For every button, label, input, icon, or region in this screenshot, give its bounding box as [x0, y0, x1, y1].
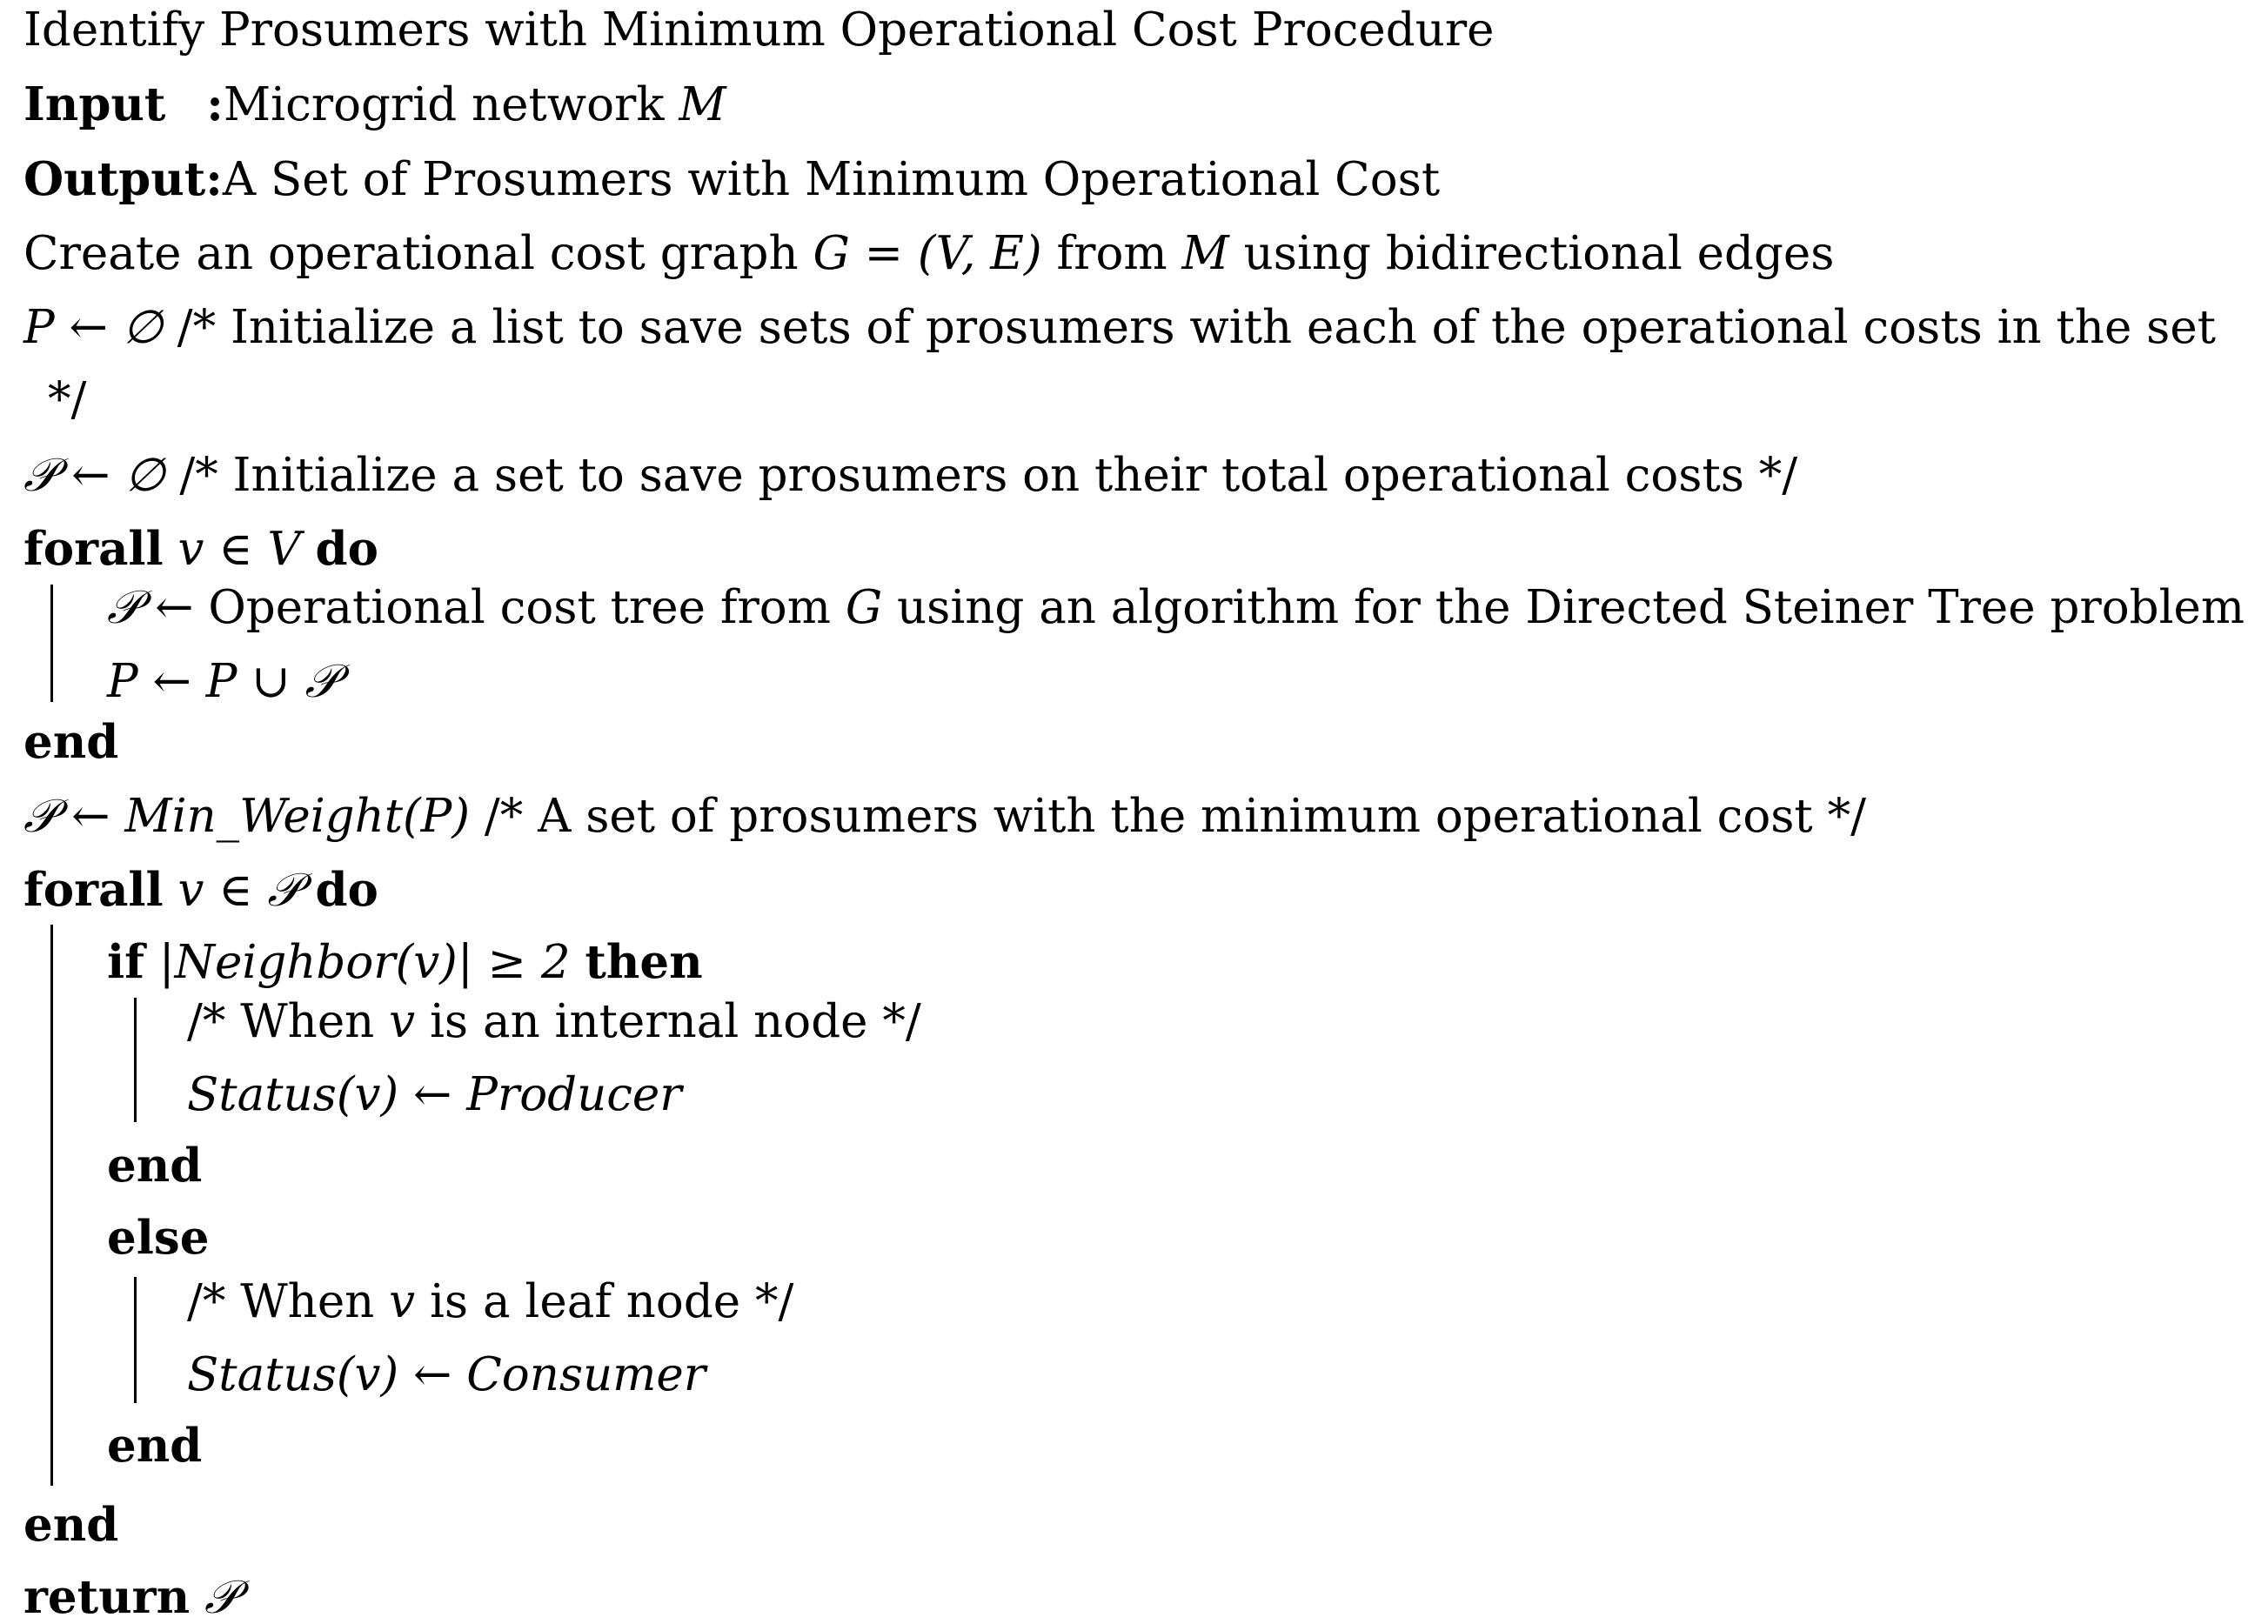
- create-post: using bidirectional edges: [1228, 227, 1835, 280]
- return-line: [23, 1570, 238, 1624]
- end-keyword: end: [23, 715, 119, 769]
- forall-1-line: [23, 522, 378, 576]
- end-keyword: end: [107, 1139, 203, 1193]
- do-keyword: do: [315, 863, 378, 917]
- end-else: [107, 1419, 203, 1473]
- if-comment-post: is an internal node */: [415, 995, 921, 1048]
- else-comment-pre: /* When: [187, 1275, 390, 1328]
- then-keyword: then: [585, 935, 703, 989]
- else-comment-line: [187, 1275, 794, 1328]
- end-forall-1: [23, 715, 119, 769]
- min-weight-comment: /* A set of prosumers with the minimum operational cost */: [470, 790, 1866, 843]
- loop-2-bar: [50, 925, 53, 1486]
- create-pre: Create an operational cost graph: [23, 227, 813, 280]
- if-comment-var: v: [389, 995, 416, 1048]
- script-p-symbol: 𝒫: [267, 864, 301, 917]
- input-line: [23, 77, 726, 131]
- loop-1-post: using an algorithm for the Directed Steiner Tree problem: [882, 581, 2245, 634]
- init-p-math: P ← ∅: [23, 301, 163, 354]
- loop-1-line-1: [107, 581, 2245, 634]
- forall-keyword: forall: [23, 522, 164, 576]
- output-colon: :: [205, 152, 223, 206]
- init-script-p-line: [23, 449, 1798, 502]
- if-comment-line: [187, 995, 921, 1048]
- loop-1-bar: [50, 585, 53, 702]
- init-sp-math: ← ∅: [57, 449, 165, 502]
- comment-close: */: [48, 373, 87, 426]
- init-p-line: [23, 301, 2217, 354]
- title-text: Identify Prosumers with Minimum Operational Cost Procedure: [23, 3, 1495, 57]
- min-weight-math: ← Min_Weight(P): [57, 790, 471, 843]
- script-p-symbol: 𝒫: [23, 449, 57, 502]
- script-p-symbol: 𝒫: [304, 655, 338, 708]
- forall-2-math: v ∈: [163, 864, 268, 917]
- union-math: P ← P ∪: [107, 655, 305, 708]
- create-mid: from: [1041, 227, 1182, 280]
- status-consumer: Status(v) ← Consumer: [187, 1348, 706, 1401]
- algorithm-title: [23, 3, 1495, 57]
- end-forall-2: [23, 1498, 119, 1552]
- else-keyword: else: [107, 1211, 210, 1265]
- input-colon: :: [206, 77, 224, 131]
- script-p-symbol: 𝒫: [23, 790, 57, 843]
- do-keyword: do: [315, 522, 378, 576]
- input-text: Microgrid network: [223, 78, 679, 131]
- else-assign-line: [187, 1348, 706, 1401]
- script-p-symbol: 𝒫: [107, 581, 141, 634]
- output-label: Output: [23, 152, 206, 206]
- loop-1-var: G: [845, 581, 883, 634]
- output-line: [23, 152, 1441, 206]
- else-comment-post: is a leaf node */: [415, 1275, 794, 1328]
- if-math: |Neighbor(v)| ≥ 2: [144, 936, 585, 989]
- script-p-symbol: 𝒫: [204, 1571, 238, 1624]
- end-keyword: end: [107, 1419, 203, 1473]
- end-keyword: end: [23, 1498, 119, 1552]
- if-bar: [134, 998, 137, 1122]
- forall-2-line: [23, 863, 378, 917]
- create-var: M: [1181, 227, 1229, 280]
- if-keyword: if: [107, 935, 144, 989]
- loop-1-line-2: [107, 655, 338, 708]
- if-assign-line: [187, 1068, 682, 1121]
- status-producer: Status(v) ← Producer: [187, 1068, 682, 1121]
- forall-keyword: forall: [23, 863, 164, 917]
- else-line: [107, 1211, 210, 1265]
- input-label: Input: [23, 77, 166, 131]
- loop-1-text: ← Operational cost tree from: [140, 581, 846, 634]
- init-p-comment-end: [48, 373, 87, 426]
- if-comment-pre: /* When: [187, 995, 390, 1048]
- end-if: [107, 1139, 203, 1193]
- min-weight-line: [23, 790, 1866, 843]
- create-math: G = (V, E): [813, 227, 1042, 280]
- init-p-comment: /* Initialize a list to save sets of prosumers with each of the operational costs in the set: [162, 301, 2217, 354]
- output-text: A Set of Prosumers with Minimum Operational Cost: [222, 153, 1441, 206]
- create-graph-line: [23, 227, 1835, 280]
- return-keyword: return: [23, 1570, 191, 1624]
- input-var: M: [679, 78, 726, 131]
- forall-1-math: v ∈ V: [163, 523, 316, 576]
- if-line: [107, 935, 703, 989]
- else-bar: [134, 1277, 137, 1403]
- init-sp-comment: /* Initialize a set to save prosumers on their total operational costs */: [164, 449, 1798, 502]
- else-comment-var: v: [389, 1275, 416, 1328]
